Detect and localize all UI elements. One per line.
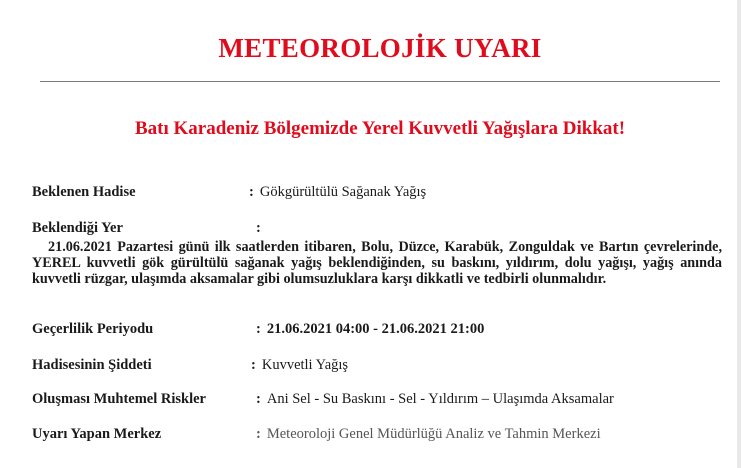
- separator: :: [256, 220, 261, 236]
- separator: :: [256, 426, 261, 442]
- separator: :: [251, 357, 256, 373]
- yer-label: Beklendiği Yer: [32, 220, 123, 236]
- page-title: METEOROLOJİK UYARI: [218, 33, 542, 63]
- merkez-value-row: [256, 426, 601, 443]
- riskler-value: Ani Sel - Su Baskını - Sel - Yıldırım – Ulaşımda Aksamalar: [266, 391, 614, 407]
- hadise-value-row: [249, 184, 426, 201]
- title-divider: [40, 81, 720, 82]
- siddet-value: Kuvvetli Yağış: [261, 357, 349, 373]
- periyot-label: Geçerlilik Periyodu: [32, 321, 154, 337]
- yer-paragraph: 21.06.2021 Pazartesi günü ilk saatlerden itibaren, Bolu, Düzce, Karabük, Zonguldak ve Bartın çevrelerinde, YEREL kuvvetli gök gürültülü sağanak yağış beklendiğinden, su baskını, yıldırım, dolu yağışı, yağış anında kuvvetli rüzgar, ulaşımda aksamalar gibi olumsuzluklara karşı dikkatli ve tedbirli olunmalıdır.: [32, 239, 722, 287]
- riskler-value-row: [256, 391, 614, 408]
- siddet-value-row: [251, 357, 348, 374]
- hadise-label: Beklenen Hadise: [32, 184, 136, 200]
- merkez-label: Uyarı Yapan Merkez: [32, 426, 162, 442]
- riskler-label: Oluşması Muhtemel Riskler: [32, 391, 206, 407]
- yer-separator-row: [256, 220, 267, 237]
- separator: :: [249, 184, 254, 200]
- periyot-value-row: [256, 321, 484, 338]
- hadise-value: Gökgürültülü Sağanak Yağış: [259, 184, 427, 200]
- separator: :: [256, 391, 261, 407]
- separator: :: [256, 321, 261, 337]
- merkez-value: Meteoroloji Genel Müdürlüğü Analiz ve Tahmin Merkezi: [266, 426, 601, 442]
- warning-subtitle: Batı Karadeniz Bölgemizde Yerel Kuvvetli Yağışlara Dikkat!: [134, 118, 626, 139]
- periyot-value: 21.06.2021 04:00 - 21.06.2021 21:00: [266, 321, 485, 337]
- siddet-label: Hadisesinin Şiddeti: [32, 357, 152, 373]
- page-edge: [737, 0, 741, 468]
